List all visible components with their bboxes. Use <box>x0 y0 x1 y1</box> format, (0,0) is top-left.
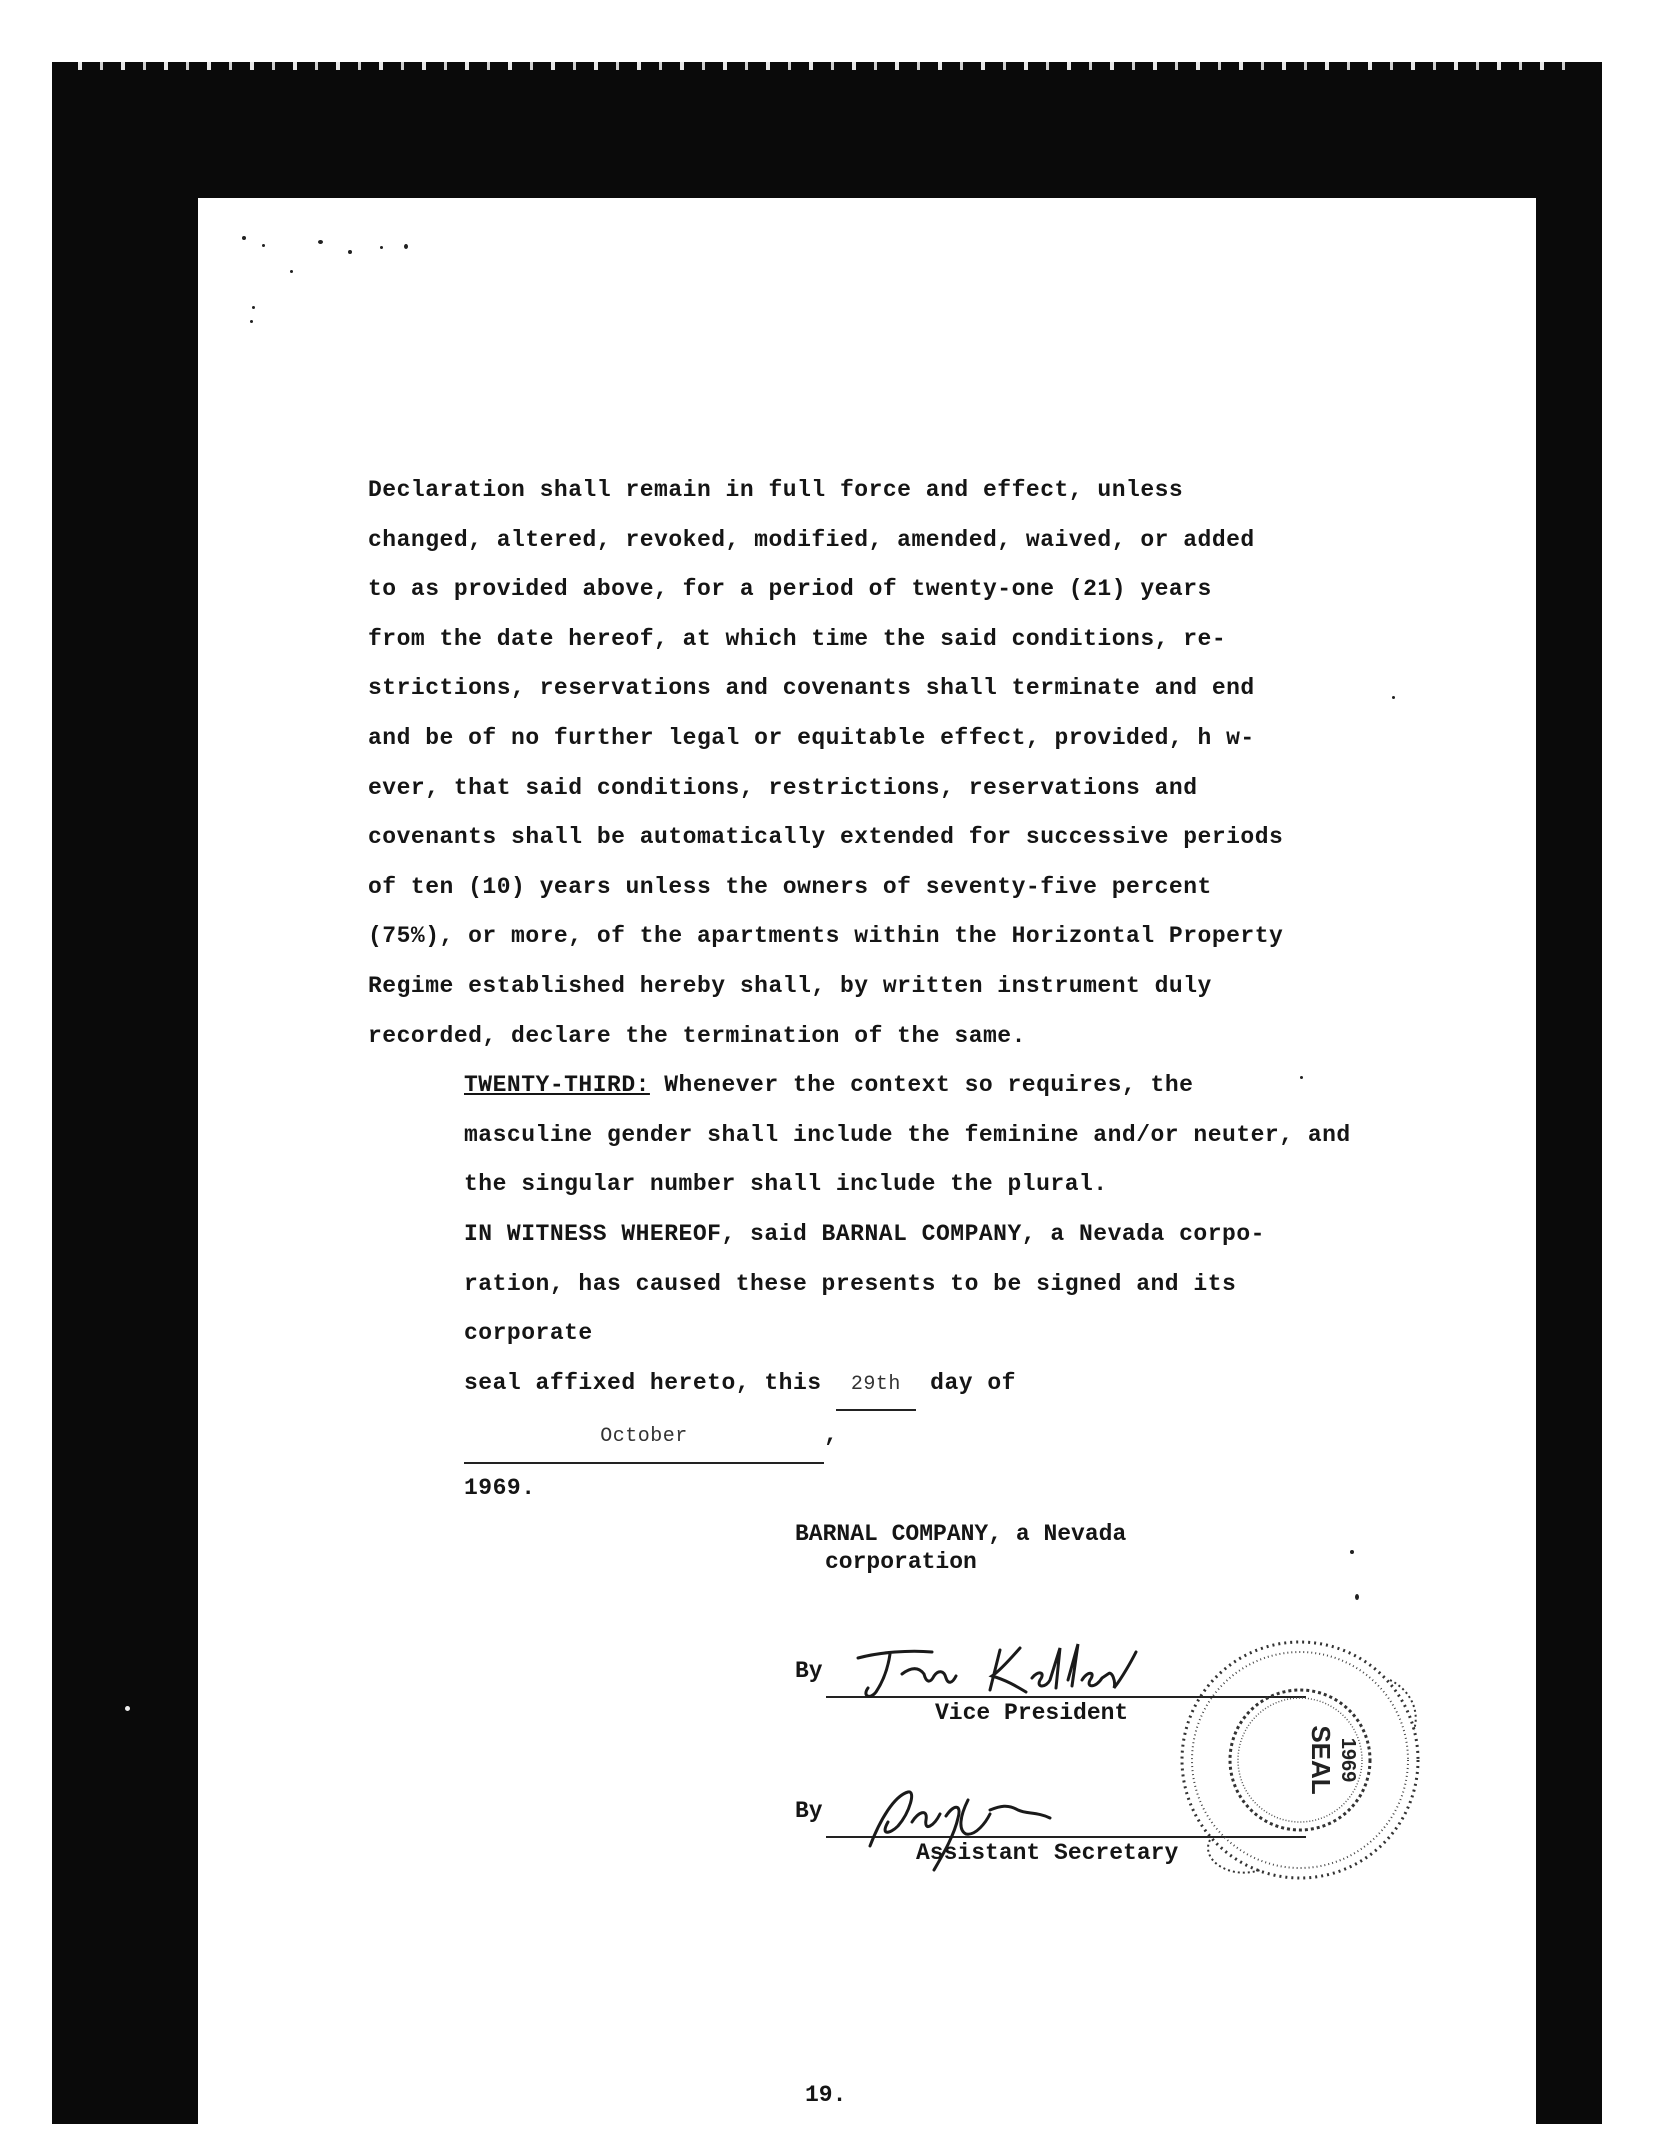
paragraph-twenty-third <box>368 1061 1368 1210</box>
by-label-vp: By <box>795 1658 823 1684</box>
scan-speck <box>348 250 352 254</box>
company-line-2: corporation <box>825 1549 977 1575</box>
scan-speck <box>404 244 408 249</box>
scan-speck <box>1355 1594 1359 1600</box>
paragraph-text: Whenever the context so requires, the masculine gender shall include the feminine and/or neuter, and the singular number shall include the plural. <box>464 1072 1351 1198</box>
page-number: 19. <box>805 2082 847 2108</box>
signature-vice-president <box>850 1630 1150 1710</box>
company-line-1: BARNAL COMPANY, a Nevada <box>795 1521 1127 1547</box>
seal-year: 1969 <box>1337 1737 1359 1783</box>
signature-assistant-secretary <box>850 1760 1110 1880</box>
by-label-secretary: By <box>795 1798 823 1824</box>
filled-month: October <box>464 1412 824 1464</box>
seal-center-text: SEAL <box>1306 1725 1336 1795</box>
scan-speck <box>380 246 383 249</box>
section-heading: TWENTY-THIRD: <box>464 1072 650 1099</box>
scan-speck <box>250 320 253 323</box>
scan-border-left <box>52 62 198 2134</box>
paragraph-text: , 1969. <box>464 1422 839 1501</box>
scan-speck <box>290 270 293 273</box>
scan-speck <box>242 236 246 240</box>
document-body <box>368 466 1368 1513</box>
company-name-block <box>795 1520 1126 1576</box>
paragraph-text: day of <box>915 1369 1016 1396</box>
scan-border-top <box>52 62 1588 198</box>
corporate-seal <box>1170 1630 1430 1890</box>
paragraph-text: IN WITNESS WHEREOF, said BARNAL COMPANY, a Nevada corpo- ration, has caused these presents to be signed and its corporate seal affixed hereto, this <box>464 1220 1265 1396</box>
scan-speck <box>1392 696 1395 699</box>
title-assistant-secretary: Assistant Secretary <box>916 1840 1179 1866</box>
scan-speck <box>252 306 255 309</box>
scan-speck <box>125 1706 130 1711</box>
scan-border-right <box>1536 62 1602 2134</box>
scan-speck <box>318 240 323 244</box>
paragraph-declaration-term: Declaration shall remain in full force and effect, unless changed, altered, revoked, modified, amended, waived, or added to as provided above, for a period of twenty-one (21) years from the date hereof, at which time the said conditions, re- strictions, reservations and covenants shall terminate and end and be of no further legal or equitable effect, provided, h w- ever, that said conditions, restrictions, reservations and covenants shall be automatically extended for successive periods of ten (10) years unless the owners of seventy-five percent (75%), or more, of the apartments within the Horizontal Property Regime established hereby shall, by written instrument duly recorded, declare the termination of the same. <box>368 477 1284 1049</box>
filled-day: 29th <box>836 1360 916 1412</box>
paragraph-in-witness <box>368 1210 1368 1514</box>
scan-speck <box>262 244 265 247</box>
title-vice-president: Vice President <box>935 1700 1129 1726</box>
scan-top-edge <box>60 62 1580 70</box>
scan-speck <box>1350 1550 1354 1554</box>
